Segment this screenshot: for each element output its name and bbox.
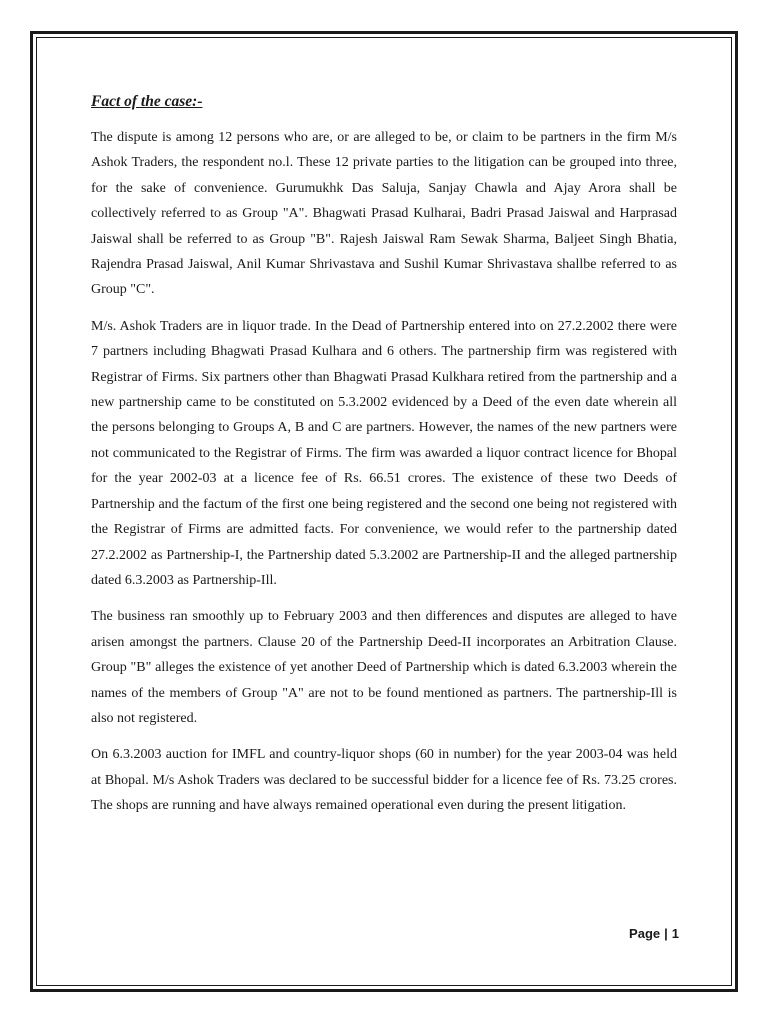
paragraph-parties: The dispute is among 12 persons who are, or are alleged to be, or claim to be partners in the firm M/s Ashok Traders, the respondent no.l. These 12 private parties to the litigation can be grouped into three, for the sake of convenience. Gurumukhk Das Saluja, Sanjay Chawla and Ajay Arora shall be collectively referred to as Group "A". Bhagwati Prasad Kulharai, Badri Prasad Jaiswal and Harprasad Jaiswal shall be referred to as Group "B". Rajesh Jaiswal Ram Sewak Sharma, Baljeet Singh Bhatia, Rajendra Prasad Jaiswal, Anil Kumar Shrivastava and Sushil Kumar Shrivastava shallbe referred to as Group "C". [91, 130, 677, 298]
page-number: 1 [671, 926, 679, 941]
paragraph-disputes: The business ran smoothly up to February 2003 and then differences and disputes are alleged to have arisen amongst the partners. Clause 20 of the Partnership Deed-II incorporates an Arbitration Clause. Group "B" alleges the existence of yet another Deed of Partnership which is dated 6.3.2003 wherein the names of the members of Group "A" are not to be found mentioned as partners. The partnership-Ill is also not registered. [91, 609, 677, 726]
paragraph-partnership-deeds: M/s. Ashok Traders are in liquor trade. In the Dead of Partnership entered into on 27.2.2002 there were 7 partners including Bhagwati Prasad Kulhara and 6 others. The partnership firm was registered with Registrar of Firms. Six partners other than Bhagwati Prasad Kulkhara retired from the partnership and a new partnership came to be constituted on 5.3.2002 evidenced by a Deed of the even date wherein all the persons belonging to Groups A, B and C are partners. However, the names of the new partners were not communicated to the Registrar of Firms. The firm was awarded a liquor contract licence for Bhopal for the year 2002-03 at a licence fee of Rs. 66.51 crores. The existence of these two Deeds of Partnership and the factum of the first one being registered and the second one being not registered with the Registrar of Firms are admitted facts. For convenience, we would refer to the partnership dated 27.2.2002 as Partnership-I, the Partnership dated 5.3.2002 are Partnership-II and the alleged partnership dated 6.3.2003 as Partnership-Ill. [91, 318, 677, 588]
section-heading: Fact of the case:- [91, 93, 203, 110]
paragraph-auction: On 6.3.2003 auction for IMFL and country-liquor shops (60 in number) for the year 2003-04 was held at Bhopal. M/s Ashok Traders was declared to be successful bidder for a licence fee of Rs. 73.25 crores. The shops are running and have always remained operational even during the present litigation. [91, 747, 677, 814]
page-separator: | [664, 926, 668, 941]
page-footer [560, 926, 679, 941]
document-body [91, 92, 677, 830]
page-label: Page [629, 926, 661, 941]
